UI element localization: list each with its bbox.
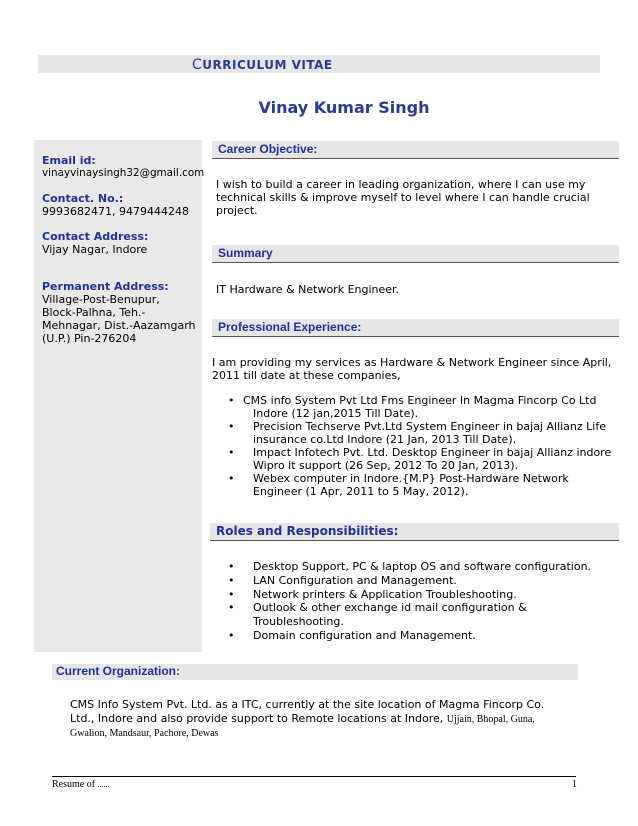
current-organization-line: CMS Info System Pvt. Ltd. as a ITC, currently at the site location of Magma Fincorp Co. (70, 698, 545, 711)
title-initial: C (192, 57, 203, 73)
career-objective-heading-bar (212, 141, 619, 159)
summary-heading: Summary (218, 246, 273, 260)
experience-item-line: • CMS info System Pvt Ltd Fms Engineer In Magma Fincorp Co Ltd (243, 394, 597, 407)
permanent-address-line: (U.P.) Pin-276204 (42, 332, 137, 345)
contact-address-block (42, 230, 204, 256)
roles-heading: Roles and Responsibilities: (216, 524, 399, 538)
footer-resume-label (52, 779, 110, 790)
contact-address-label: Contact Address: (42, 230, 149, 243)
list-item: • LAN Configuration and Management. (228, 574, 618, 588)
list-item: • Network printers & Application Troubleshooting. (228, 588, 618, 602)
page-number: 1 (572, 779, 577, 790)
permanent-address-label: Permanent Address: (42, 280, 169, 293)
current-organization-heading-bar (52, 664, 578, 680)
title-rest: URRICULUM VITAE (202, 58, 333, 72)
experience-item-line: • Webex computer in Indore.{M.P} Post-Hardware Network (253, 472, 569, 485)
current-organization-cities: Ujjain, Bhopal, Guna, (446, 714, 535, 725)
experience-intro (212, 356, 617, 382)
list-item: • Domain configuration and Management. (228, 629, 618, 643)
contact-sidebar (34, 140, 205, 652)
permanent-address-line: Block-Palhna, Teh.- (42, 306, 146, 319)
list-item (228, 420, 618, 446)
email-label: Email id: (42, 154, 96, 167)
email-block (42, 154, 204, 180)
career-objective-line: project. (216, 204, 258, 217)
experience-heading: Professional Experience: (218, 320, 362, 334)
roles-heading-bar (210, 523, 619, 541)
list-item (228, 394, 618, 420)
experience-heading-bar (212, 319, 619, 337)
career-objective-line: technical skills & improve myself to level where I can handle crucial (216, 191, 590, 204)
experience-intro-line: I am providing my services as Hardware & Network Engineer since April, (212, 356, 612, 369)
experience-item-line: insurance co.Ltd Indore (21 Jan, 2013 Till Date). (253, 433, 517, 446)
footer-divider (52, 776, 576, 777)
list-item: • Desktop Support, PC & laptop OS and software configuration. (228, 560, 618, 574)
list-item: • Outlook & other exchange id mail configuration & Troubleshooting. (228, 601, 618, 629)
permanent-address-line: Village-Post-Benupur, (42, 293, 160, 306)
experience-item-line: • Precision Techserve Pvt.Ltd System Engineer in bajaj Allianz Life (253, 420, 606, 433)
career-objective-text (216, 178, 616, 217)
permanent-address-line: Mehnagar, Dist.-Aazamgarh (42, 319, 196, 332)
current-organization-text (70, 698, 550, 741)
email-value: vinayvinaysingh32@gmail.com (42, 167, 205, 179)
experience-item-line: • Impact Infotech Pvt. Ltd. Desktop Engineer in bajaj Allianz indore (253, 446, 612, 459)
candidate-name: Vinay Kumar Singh (258, 98, 430, 117)
current-organization-line: Gwalion, Mandsaur, Pachore, Dewas (70, 728, 219, 739)
summary-text: IT Hardware & Network Engineer. (216, 283, 400, 296)
contact-address-value: Vijay Nagar, Indore (42, 243, 148, 256)
experience-list (228, 394, 618, 498)
contact-number-value: 9993682471, 9479444248 (42, 205, 189, 218)
footer-resume-text: Resume of (52, 779, 98, 790)
experience-intro-line: 2011 till date at these companies, (212, 369, 401, 382)
permanent-address-block (42, 280, 204, 345)
experience-item-line: Wipro it support (26 Sep, 2012 To 20 Jan, 2013). (253, 459, 519, 472)
current-organization-heading: Current Organization: (56, 664, 181, 678)
roles-list (228, 560, 618, 643)
current-organization-line-part: Ltd., Indore and also provide support to Remote locations at Indore, (70, 712, 447, 725)
summary-heading-bar (212, 245, 619, 263)
contact-number-block (42, 192, 204, 218)
list-item (228, 446, 618, 472)
footer-dots: ...... (97, 780, 110, 789)
current-organization-line (70, 712, 550, 727)
document-title (192, 57, 333, 73)
contact-number-label: Contact. No.: (42, 192, 124, 205)
career-objective-heading: Career Objective: (218, 142, 318, 156)
career-objective-line: I wish to build a career in leading organization, where I can use my (216, 178, 586, 191)
list-item (228, 472, 618, 498)
experience-item-line: Indore (12 jan,2015 Till Date). (253, 407, 419, 420)
experience-item-line: Engineer (1 Apr, 2011 to 5 May, 2012). (253, 485, 469, 498)
